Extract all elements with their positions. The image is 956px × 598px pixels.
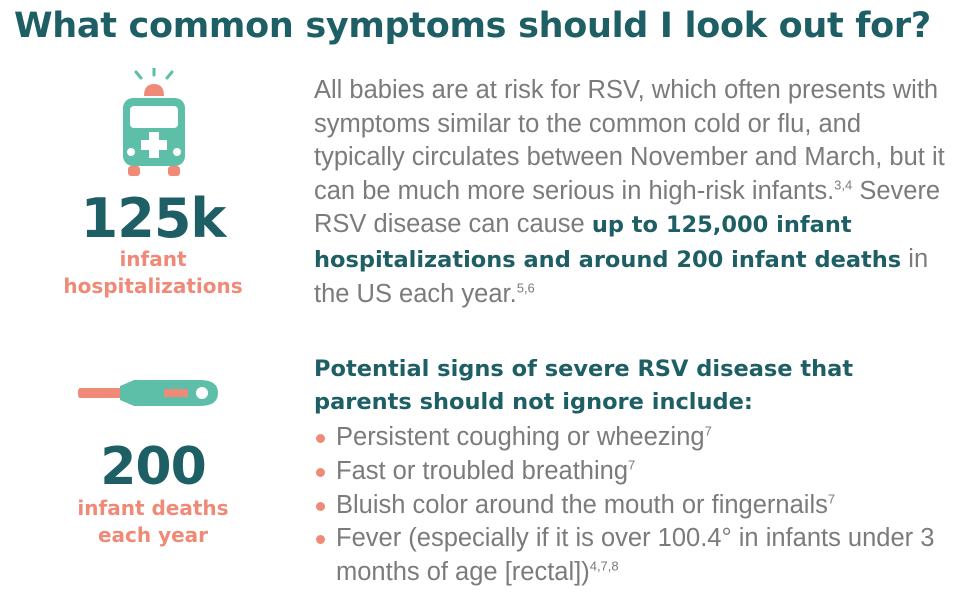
thermometer-icon — [76, 376, 222, 410]
list-item-text: Bluish color around the mouth or fingernails — [336, 490, 828, 519]
reference-superscript: 5,6 — [516, 280, 535, 296]
reference-superscript: 3,4 — [834, 177, 853, 193]
page-title: What common symptoms should I look out for? — [14, 6, 931, 46]
stat-value-deaths: 200 — [100, 437, 206, 497]
stat-label-hospitalizations — [52, 246, 254, 300]
reference-superscript: 7 — [704, 423, 712, 439]
intro-text: in the US each year. — [314, 244, 929, 308]
stat-label-line: infant — [119, 247, 187, 271]
stat-label-deaths — [52, 495, 254, 549]
stat-label-line: infant deaths — [77, 496, 229, 520]
bullet-dot-icon — [316, 434, 325, 443]
reference-superscript: 4,7,8 — [589, 558, 619, 574]
reference-superscript: 7 — [628, 457, 636, 473]
intro-text: All babies are at risk for RSV, which often presents with symptoms similar to the common cold or flu, and typically circulates between November and March, but it can be much more serious in high-risk infants. — [314, 76, 945, 205]
signs-heading: Potential signs of severe RSV disease that parents should not ignore include: — [314, 356, 854, 415]
list-item — [314, 522, 946, 590]
bullet-dot-icon — [316, 502, 325, 511]
reference-superscript: 7 — [827, 491, 836, 507]
list-item-text: Fast or troubled breathing — [336, 456, 629, 485]
list-item-text: Fever (especially if it is over 100.4° in infants under 3 months of age [rectal]) — [336, 524, 935, 587]
stat-label-line: each year — [97, 523, 209, 547]
list-item — [314, 489, 946, 523]
intro-bold-text: up to 125,000 infant hospitalizations and around 200 infant deaths — [314, 212, 902, 273]
list-item — [314, 455, 946, 489]
ambulance-icon — [118, 68, 190, 180]
list-item — [314, 421, 946, 455]
bullet-dot-icon — [316, 468, 325, 477]
signs-list — [314, 421, 946, 590]
intro-text: Severe RSV disease can cause — [314, 176, 941, 239]
stat-label-line: hospitalizations — [63, 274, 243, 298]
stat-value-hospitalizations: 125k — [80, 187, 226, 250]
bullet-dot-icon — [316, 535, 325, 544]
intro-paragraph — [314, 74, 946, 311]
list-item-text: Persistent coughing or wheezing — [336, 423, 705, 451]
